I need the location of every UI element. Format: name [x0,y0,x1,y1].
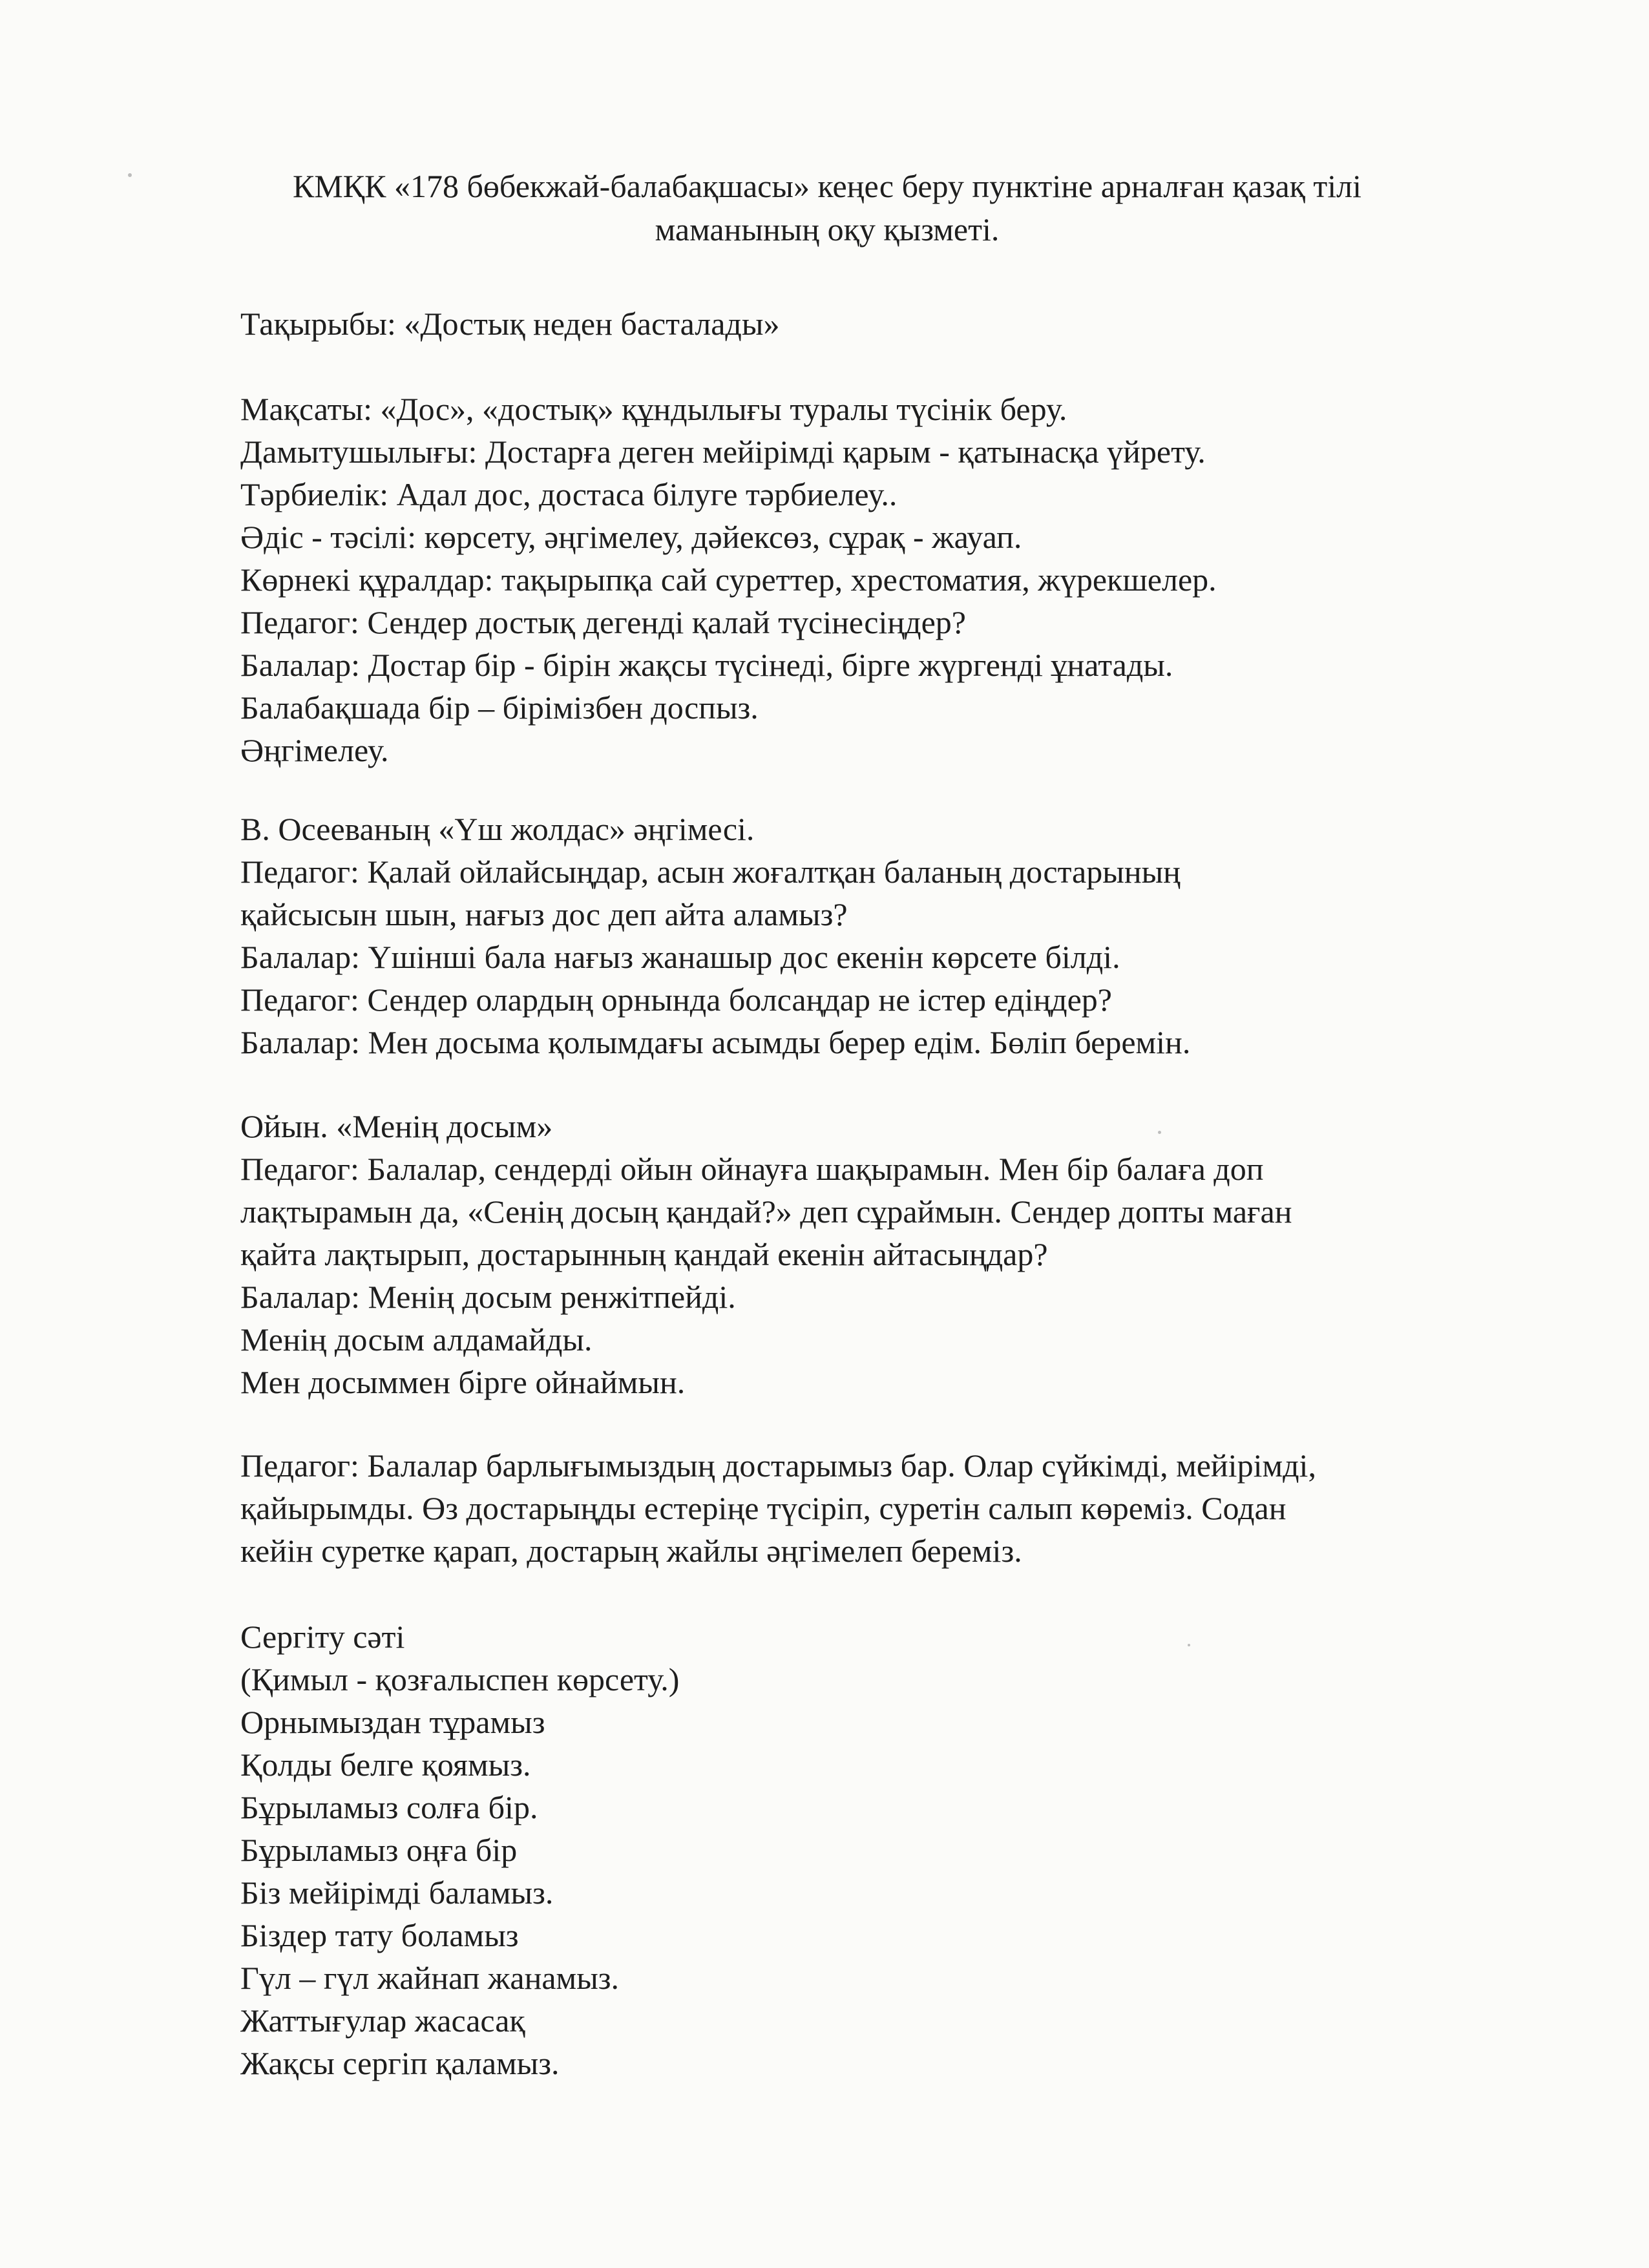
materials-line: Көрнекі құралдар: тақырыпқа сай суреттер, хрестоматия, жүрекшелер. [240,562,1217,598]
dialogue-line: Балалар: Мен досыма қолымдағы асымды берер едім. Бөліп беремін. [240,1024,1191,1060]
dialogue-line: лақтырамын да, «Сенің досың қандай?» деп сұраймын. Сендер допты маған [240,1193,1292,1230]
dialogue-line: қайсысын шын, нағыз дос деп айта аламыз? [240,896,848,932]
poem-line: Гүл – гүл жайнап жанамыз. [240,1960,620,1996]
poem-line: Орнымыздан тұрамыз [240,1704,545,1740]
paragraph-line: Педагог: Балалар барлығымыздың достарымыз бар. Олар сүйкімді, мейірімді, [240,1447,1316,1484]
game-heading: Ойын. «Менің досым» [240,1108,553,1144]
story-heading: В. Осееваның «Үш жолдас» әңгімесі. [240,811,755,847]
goal-line: Мақсаты: «Дос», «достық» құндылығы туралы түсінік беру. [240,391,1067,427]
exercise-heading: Сергіту сәті [240,1619,405,1655]
dialogue-line: қайта лақтырып, достарынның қандай екенін айтасыңдар? [240,1236,1048,1272]
drawing-section [240,1444,1520,1572]
development-line: Дамытушылығы: Достарға деген мейірімді қарым - қатынасқа үйрету. [240,434,1206,470]
poem-line: Біздер тату боламыз [240,1917,519,1953]
poem-line: Біз мейірімді баламыз. [240,1874,554,1911]
title-line-1: КМҚК «178 бөбекжай-балабақшасы» кеңес беру пунктіне арналған қазақ тілі [292,168,1362,204]
story-section [240,808,1520,1064]
exercise-section [240,1615,1520,2084]
poem-line: Бұрыламыз солға бір. [240,1789,538,1825]
dialogue-line: Педагог: Балалар, сендерді ойын ойнауға шақырамын. Мен бір балаға доп [240,1151,1264,1187]
scan-speck [128,173,132,177]
poem-line: Қолды белге қоямыз. [240,1747,531,1783]
paragraph-line: кейін суретке қарап, достарың жайлы әңгімелеп береміз. [240,1533,1022,1569]
dialogue-line: Педагог: Сендер олардың орнында болсаңдар не істер едіңдер? [240,982,1112,1018]
methods-line: Әдіс - тәсілі: көрсету, әңгімелеу, дәйексөз, сұрақ - жауап. [240,519,1022,555]
dialogue-line: Педагог: Сендер достық дегенді қалай түсінесіңдер? [240,604,966,640]
dialogue-line: Әңгімелеу. [240,732,389,768]
poem-line: Жаттығулар жасасақ [240,2002,525,2039]
topic-section [240,302,1520,345]
upbringing-line: Тәрбиелік: Адал дос, достаса білуге тәрбиелеу.. [240,476,898,512]
paragraph-line: қайырымды. Өз достарыңды естеріңе түсіріп, суретін салып көреміз. Содан [240,1490,1287,1526]
title-line-2: маманының оқу қызметі. [655,211,1000,247]
dialogue-line: Менің досым алдамайды. [240,1321,593,1358]
document-title [220,165,1434,251]
dialogue-line: Балалар: Үшінші бала нағыз жанашыр дос екенін көрсете білді. [240,939,1120,975]
poem-line: Жақсы сергіп қаламыз. [240,2045,560,2081]
exercise-note: (Қимыл - қозғалыспен көрсету.) [240,1661,680,1697]
topic-line: Тақырыбы: «Достық неден басталады» [240,306,780,342]
dialogue-line: Балалар: Менің досым ренжітпейді. [240,1279,736,1315]
dialogue-line: Балабақшада бір – бірімізбен доспыз. [240,689,759,726]
goals-section [240,388,1520,772]
game-section [240,1105,1520,1403]
dialogue-line: Мен досыммен бірге ойнаймын. [240,1364,686,1400]
dialogue-line: Педагог: Қалай ойлайсыңдар, асын жоғалтқан баланың достарының [240,854,1181,890]
dialogue-line: Балалар: Достар бір - бірін жақсы түсінеді, бірге жүргенді ұнатады. [240,647,1173,683]
poem-line: Бұрыламыз оңға бір [240,1832,518,1868]
